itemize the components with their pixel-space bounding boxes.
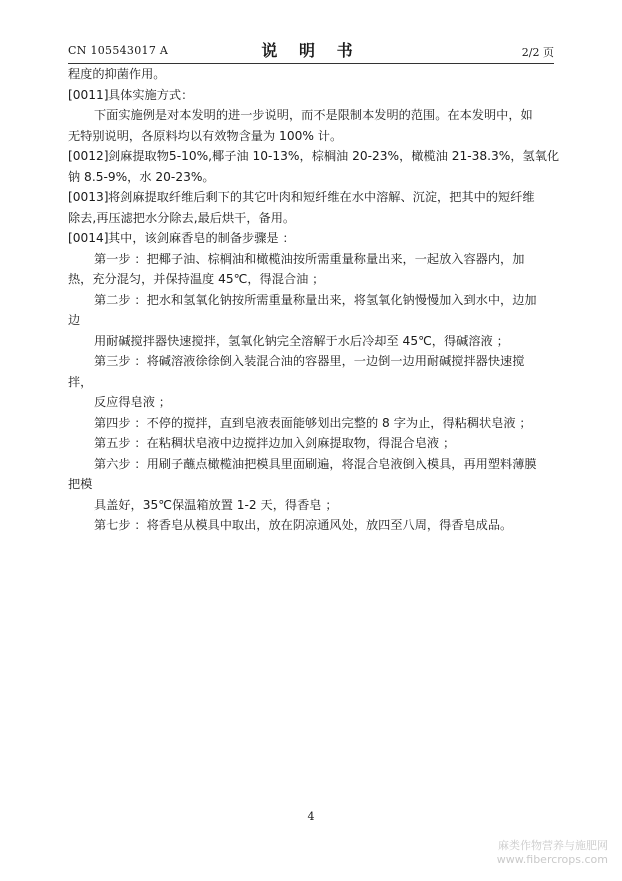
- line-text: 把模: [68, 477, 93, 491]
- document-title: 说 明 书: [261, 41, 361, 60]
- publication-number: CN 105543017 A: [68, 44, 169, 57]
- paragraph-number: [0012]: [68, 149, 109, 163]
- text-line: [68, 413, 558, 434]
- line-text: 第六步 ：用刷子蘸点橄榄油把模具里面刷遍，将混合皂液倒入模具，再用塑料薄膜: [94, 456, 537, 471]
- text-line: [68, 454, 558, 475]
- watermark-url: www.fibercrops.com: [496, 853, 608, 866]
- line-text: 下面实施例是对本发明的进一步说明，而不是限制本发明的范围。在本发明中，如: [94, 108, 533, 122]
- watermark-site-name: 麻类作物营养与施肥网: [498, 839, 608, 852]
- paragraph-number: [0014]: [68, 231, 109, 245]
- line-text: 无特别说明，各原料均以有效物含量为 100% 计。: [68, 128, 343, 143]
- line-text: 将剑麻提取纤维后剩下的其它叶肉和短纤维在水中溶解、沉淀，把其中的短纤维: [108, 190, 535, 204]
- text-line: [68, 208, 558, 229]
- line-text: 边: [68, 313, 81, 327]
- text-line: [68, 351, 558, 372]
- line-text: 钠 8.5-9%，水 20-23%。: [68, 169, 215, 184]
- text-line: [68, 105, 558, 126]
- text-line: [68, 167, 558, 188]
- text-line: [68, 187, 558, 208]
- paragraph-number: [0011]: [68, 87, 109, 102]
- text-line: [68, 290, 558, 311]
- line-text: 第七步 ：将香皂从模具中取出，放在阴凉通风处，放四至八周，得香皂成品。: [94, 518, 513, 532]
- line-text: 具盖好，35℃保温箱放置 1-2 天，得香皂 ；: [94, 497, 338, 512]
- line-text: 第五步 ：在粘稠状皂液中边搅拌边加入剑麻提取物，得混合皂液 ；: [94, 436, 456, 450]
- text-line: [68, 433, 558, 454]
- text-line: [68, 515, 558, 536]
- page-of-indicator: 2/2 页: [521, 46, 554, 59]
- page-header: [68, 36, 554, 62]
- line-text: 第四步 ：不停的搅拌，直到皂液表面能够划出完整的 8 字为止，得粘稠状皂液 ；: [94, 415, 532, 430]
- text-line: [68, 372, 558, 393]
- text-line: [68, 392, 558, 413]
- page-number: 4: [307, 810, 315, 823]
- text-line: [68, 228, 558, 249]
- line-text: 反应得皂液 ；: [94, 395, 171, 409]
- line-text: 用耐碱搅拌器快速搅拌，氢氧化钠完全溶解于水后冷却至 45℃，得碱溶液 ；: [94, 333, 509, 348]
- text-line: [68, 146, 558, 167]
- text-line: [68, 85, 558, 106]
- line-text: 程度的抑菌作用。: [68, 67, 166, 81]
- watermark: [497, 839, 608, 867]
- text-line: [68, 474, 558, 495]
- line-text: 第二步 ：把水和氢氧化钠按所需重量称量出来，将氢氧化钠慢慢加入到水中，边加: [94, 292, 537, 307]
- text-line: [68, 310, 558, 331]
- line-text: 热，充分混匀，并保持温度 45℃，得混合油 ；: [68, 272, 325, 286]
- line-text: 具体实施方式：: [108, 87, 194, 102]
- line-text: 拌，: [68, 374, 93, 389]
- line-text: 第一步 ：把椰子油、棕榈油和橄榄油按所需重量称量出来，一起放入容器内，加: [94, 251, 525, 266]
- text-line: [68, 126, 558, 147]
- paragraph-number: [0013]: [68, 190, 109, 204]
- text-line: [68, 495, 558, 516]
- line-text: 第三步 ：将碱溶液徐徐倒入装混合油的容器里，一边倒一边用耐碱搅拌器快速搅: [94, 354, 525, 368]
- line-text: 其中，该剑麻香皂的制备步骤是 ：: [108, 231, 295, 245]
- text-line: [68, 269, 558, 290]
- text-line: [68, 64, 558, 85]
- line-text: 剑麻提取物5-10%,椰子油 10-13%，棕榈油 20-23%，橄榄油 21-38.3%，氢氧化: [108, 149, 560, 163]
- document-body: [68, 64, 558, 536]
- text-line: [68, 331, 558, 352]
- text-line: [68, 249, 558, 270]
- line-text: 除去,再压滤把水分除去,最后烘干，备用。: [68, 210, 296, 225]
